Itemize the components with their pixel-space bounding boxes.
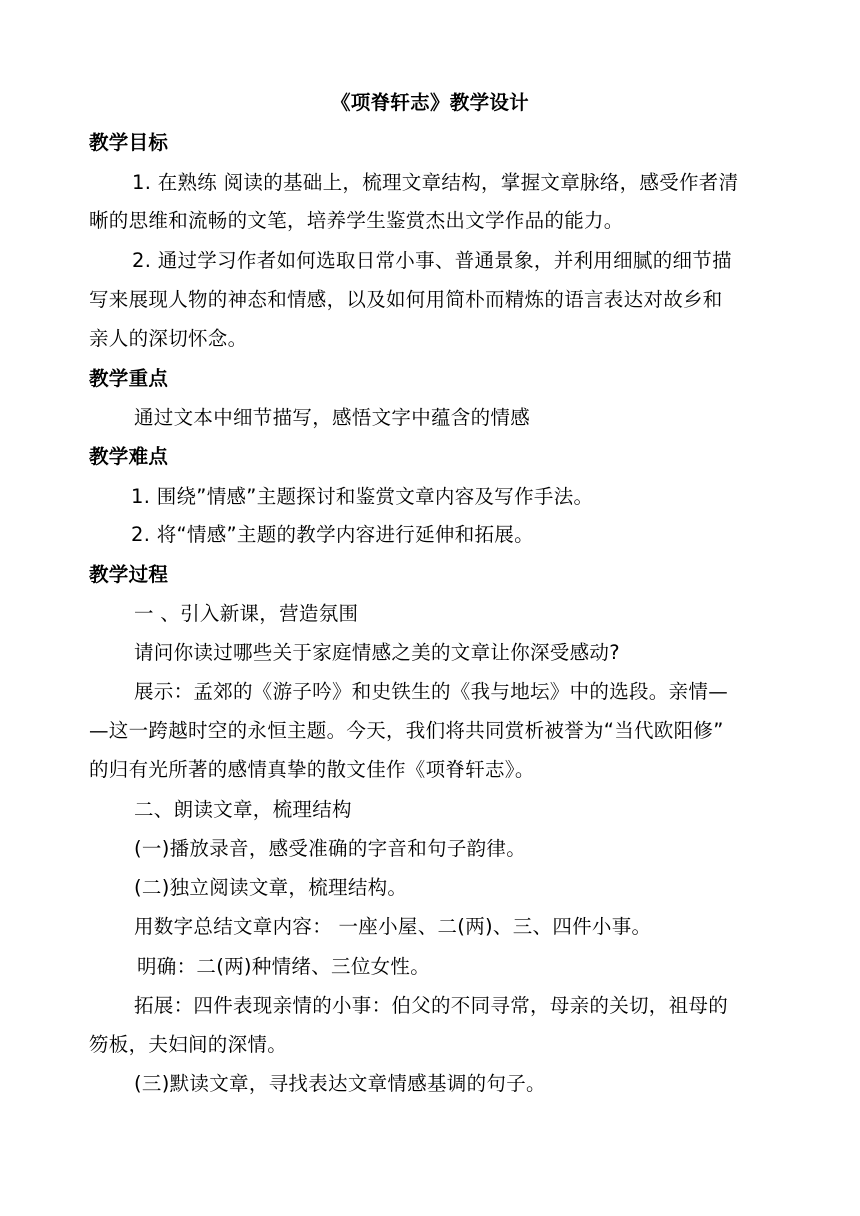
process-step-1-show-line-1: 展示：孟郊的《游子吟》和史铁生的《我与地坛》中的选段。亲情— xyxy=(134,680,729,703)
process-step-2-title: 二、朗读文章，梳理结构 xyxy=(134,798,352,821)
key-points-text: 通过文本中细节描写，感悟文字中蕴含的情感 xyxy=(134,406,531,429)
process-step-2-extend-line-2: 笏板，夫妇间的深情。 xyxy=(89,1033,288,1056)
objective-2-line-3: 亲人的深切怀念。 xyxy=(89,327,248,350)
heading-process: 教学过程 xyxy=(89,563,169,586)
process-step-2-extend-line-1: 拓展：四件表现亲情的小事：伯父的不同寻常，母亲的关切，祖母的 xyxy=(134,994,729,1017)
process-step-1-question: 请问你读过哪些关于家庭情感之美的文章让你深受感动? xyxy=(134,641,620,664)
heading-difficulties: 教学难点 xyxy=(89,445,169,468)
objective-1-line-1: 1. 在熟练 阅读的基础上，梳理文章结构，掌握文章脉络，感受作者清 xyxy=(132,171,739,194)
objective-1-line-2: 晰的思维和流畅的文笔，培养学生鉴赏杰出文学作品的能力。 xyxy=(89,209,624,232)
difficulty-1: 1. 围绕”情感”主题探讨和鉴赏文章内容及写作手法。 xyxy=(131,485,594,508)
process-step-2-sub-2: (二)独立阅读文章，梳理结构。 xyxy=(134,876,408,899)
process-step-2-sub-3: (三)默读文章，寻找表达文章情感基调的句子。 xyxy=(134,1072,546,1095)
process-step-1-show-line-2: —这一跨越时空的永恒主题。今天，我们将共同赏析被誉为“当代欧阳修” xyxy=(89,719,724,742)
process-step-2-clarify: 明确：二(两)种情绪、三位女性。 xyxy=(137,955,431,978)
objective-2-line-1: 2. 通过学习作者如何选取日常小事、普通景象，并利用细腻的细节描 xyxy=(132,249,732,272)
process-step-1-title: 一 、引入新课，营造氛围 xyxy=(134,602,359,625)
difficulty-2: 2. 将“情感”主题的教学内容进行延伸和拓展。 xyxy=(131,523,534,546)
process-step-1-show-line-3: 的归有光所著的感情真挚的散文佳作《项脊轩志》。 xyxy=(89,758,535,781)
process-step-2-summary: 用数字总结文章内容： 一座小屋、二(两)、三、四件小事。 xyxy=(134,915,652,938)
objective-2-line-2: 写来展现人物的神态和情感，以及如何用简朴而精炼的语言表达对故乡和 xyxy=(89,288,723,311)
process-step-2-sub-1: (一)播放录音，感受准确的字音和句子韵律。 xyxy=(134,837,527,860)
heading-key-points: 教学重点 xyxy=(89,367,169,390)
document-title: 《项脊轩志》教学设计 xyxy=(330,91,529,114)
heading-objectives: 教学目标 xyxy=(89,131,169,154)
